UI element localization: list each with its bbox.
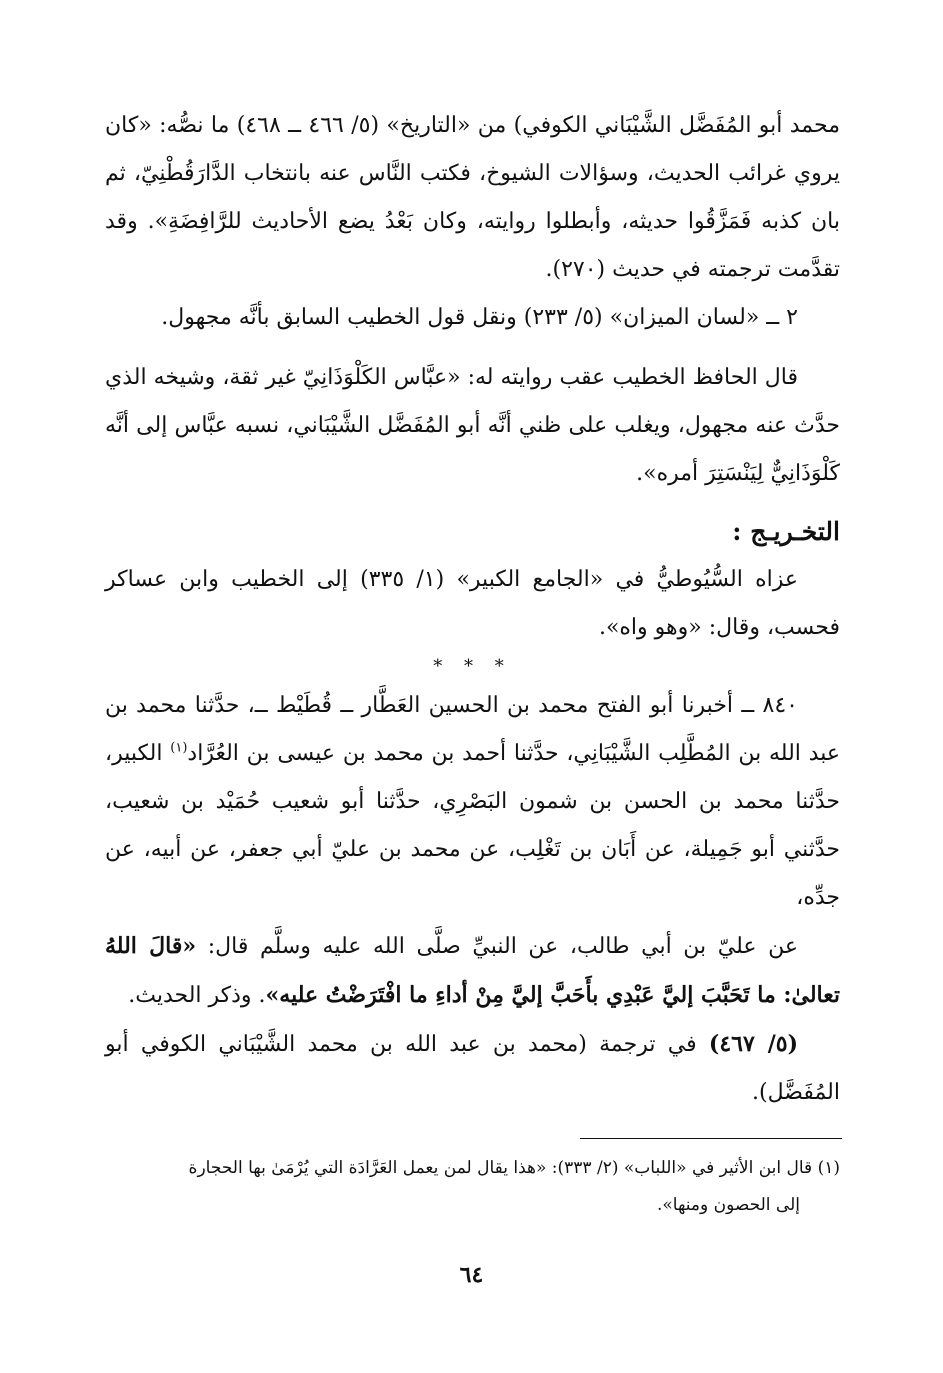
reference-text: في ترجمة (محمد بن عبد الله بن محمد الشَّيْبَاني الكوفي أبو المُفَضَّل). — [105, 1032, 840, 1105]
paragraph-4: عزاه السُّيُوطيُّ في «الجامع الكبير» (١/ ٣٣٥) إلى الخطيب وابن عساكر فحسب، وقال: «وهو واه». — [105, 567, 840, 640]
footnote-text-1: قال ابن الأثير في «اللباب» (٢/ ٣٣٣): «هذا يقال لمن يعمل العَرَّادَة التي يُرْمَىٰ بها الحجارة — [188, 1158, 813, 1178]
footnote-number: (١) — [817, 1158, 840, 1178]
footnote-line-2: إلى الحصون ومنها». — [656, 1195, 800, 1215]
paragraph-hadith-isnad — [105, 682, 840, 922]
paragraph-3: قال الحافظ الخطيب عقب روايته له: «عبَّاس الكَلْوَذَانِيّ غير ثقة، وشيخه الذي حدَّث عنه مجهول، ويغلب على ظني أنَّه أبو المُفَضَّل الشَّيْبَاني، نسبه عبَّاس إلى أنَّه كَلْوَذَانِيٌّ لِيَنْسَتِرَ أمره». — [105, 365, 840, 486]
isnad-text-a: ٨٤٠ ــ أخبرنا أبو الفتح محمد بن الحسين العَطَّار ــ قُطَيْط ــ، حدَّثنا محمد بن عبد الله بن المُطَّلِب الشَّيْبَانِي، حدَّثنا أحمد بن محمد بن عيسى بن العُرَّاد — [105, 693, 840, 766]
section-heading-takhrij: التخـريـج : — [732, 517, 840, 546]
paragraph-hadith-matn — [105, 922, 840, 1020]
footnote-line-1 — [105, 1150, 840, 1187]
paragraph-reference — [105, 1020, 840, 1117]
matn-end: . وذكر الحديث. — [128, 983, 266, 1008]
section-separator-stars: * * * — [433, 656, 512, 677]
main-text — [105, 102, 840, 1117]
footnote-divider — [580, 1138, 842, 1139]
paragraph-2: ٢ ــ «لسان الميزان» (٥/ ٢٣٣) ونقل قول الخطيب السابق بأنَّه مجهول. — [161, 305, 798, 330]
paragraph-1: محمد أبو المُفَضَّل الشَّيْبَاني الكوفي) من «التاريخ» (٥/ ٤٦٦ ــ ٤٦٨) ما نصُّه: «كان يروي غرائب الحديث، وسؤالات الشيوخ، فكتب النَّاس عنه بانتخاب الدَّارَقُطْنِيّ، ثم بان كذبه فَمَزَّقُوا حديثه، وأبطلوا روايته، وكان بَعْدُ يضع الأحاديث للرَّافِضَةِ». وقد تقدَّمت ترجمته في حديث (٢٧٠). — [105, 113, 840, 282]
matn-quote: «قالَ اللهُ تعالىٰ: ما تَحَبَّبَ إليَّ عَبْدِي بأَحَبَّ إليَّ مِنْ أداءِ ما افْتَرَضْتُ عليه» — [105, 933, 840, 1008]
footnote-marker: (١) — [170, 740, 188, 756]
footnote — [105, 1150, 840, 1224]
reference-volume: (٥/ ٤٦٧) — [708, 1031, 798, 1057]
page-number: ٦٤ — [459, 1262, 484, 1288]
isnad-text-b: الكبير، حدَّثنا محمد بن الحسن بن شمون البَصْرِي، حدَّثنا أبو شعيب حُمَيْد بن شعيب، حدَّثني أبو جَمِيلة، عن أَبَان بن تَغْلِب، عن محمد بن عليّ أبي جعفر، عن أبيه، عن جدِّه، — [105, 741, 840, 910]
matn-intro: عن عليّ بن أبي طالب، عن النبيِّ صلَّى الله عليه وسلَّم قال: — [196, 934, 798, 959]
